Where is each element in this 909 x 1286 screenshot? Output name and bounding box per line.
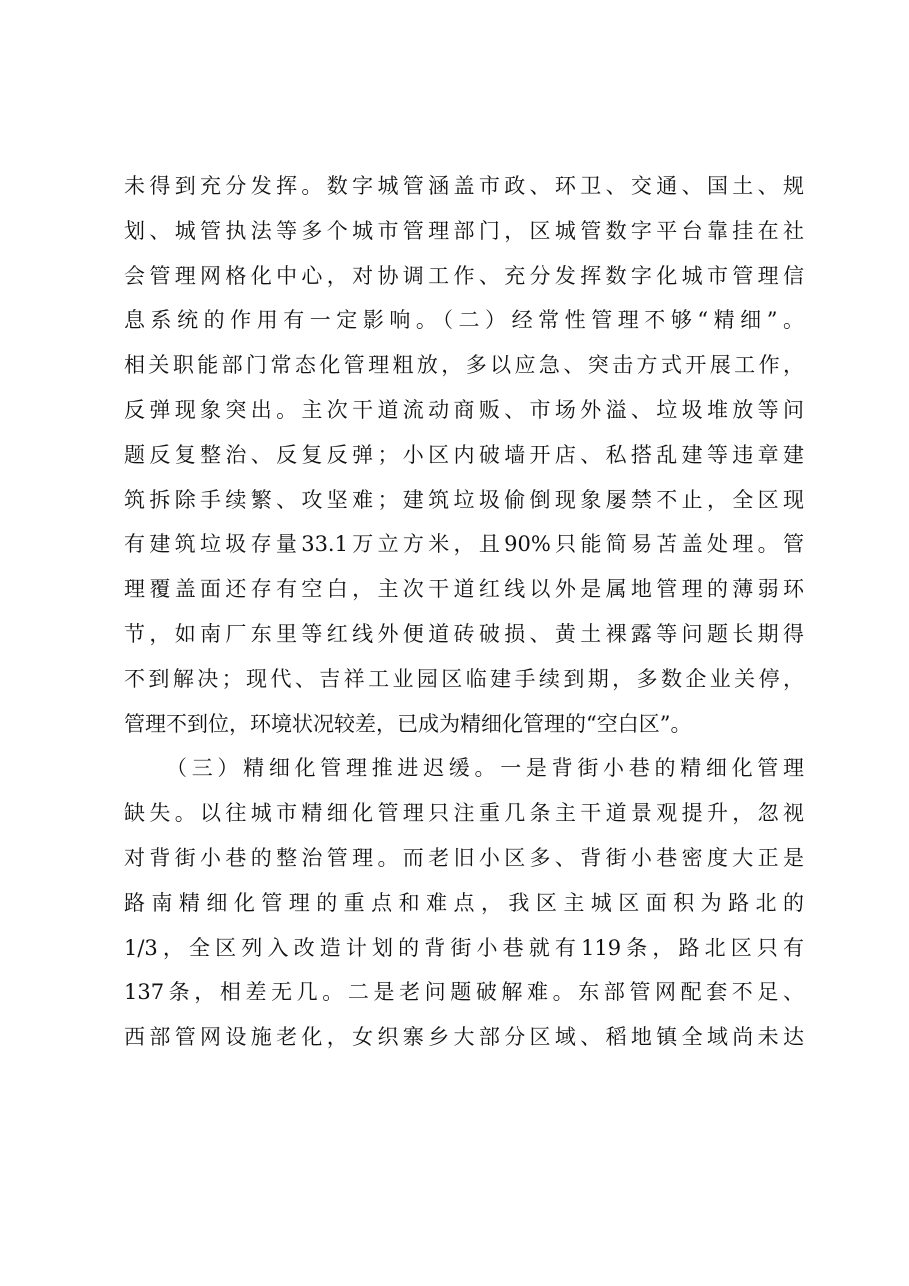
text-line: 相关职能部门常态化管理粗放，多以应急、突击方式开展工作，	[124, 353, 804, 378]
text-line: 息系统的作用有一定影响。（二）经常性管理不够“精细”。	[124, 308, 804, 333]
text-line: 路南精细化管理的重点和难点，我区主城区面积为路北的	[124, 890, 804, 915]
text-line: 西部管网设施老化，女织寨乡大部分区域、稻地镇全域尚未达	[124, 1025, 804, 1050]
text-line: 1/3，全区列入改造计划的背街小巷就有119条，路北区只有	[124, 935, 804, 960]
text-line: 不到解决；现代、吉祥工业园区临建手续到期，多数企业关停，	[124, 666, 804, 691]
paragraph-first-line: （三）精细化管理推进迟缓。一是背街小巷的精细化管理	[166, 756, 804, 781]
text-line: 缺失。以往城市精细化管理只注重几条主干道景观提升，忽视	[124, 801, 804, 826]
text-line: 有建筑垃圾存量33.1万立方米，且90%只能简易苫盖处理。管	[124, 532, 804, 557]
text-line: 反弹现象突出。主次干道流动商贩、市场外溢、垃圾堆放等问	[124, 397, 804, 422]
text-line: 题反复整治、反复反弹；小区内破墙开店、私搭乱建等违章建	[124, 442, 804, 467]
text-line: 理覆盖面还存有空白，主次干道红线以外是属地管理的薄弱环	[124, 577, 804, 602]
text-line: 137条，相差无几。二是老问题破解难。东部管网配套不足、	[124, 980, 804, 1005]
text-line: 划、城管执法等多个城市管理部门，区城管数字平台靠挂在社	[124, 218, 804, 243]
text-line: 对背街小巷的整治管理。而老旧小区多、背街小巷密度大正是	[124, 845, 804, 870]
text-line: 筑拆除手续繁、攻坚难；建筑垃圾偷倒现象屡禁不止，全区现	[124, 487, 804, 512]
paragraph-end-line: 管理不到位，环境状况较差，已成为精细化管理的“空白区”。	[124, 711, 692, 736]
body-text	[124, 164, 804, 1060]
text-line: 未得到充分发挥。数字城管涵盖市政、环卫、交通、国土、规	[124, 174, 804, 198]
text-line: 节，如南厂东里等红线外便道砖破损、黄土裸露等问题长期得	[124, 621, 804, 646]
text-line: 会管理网格化中心，对协调工作、充分发挥数字化城市管理信	[124, 263, 804, 288]
